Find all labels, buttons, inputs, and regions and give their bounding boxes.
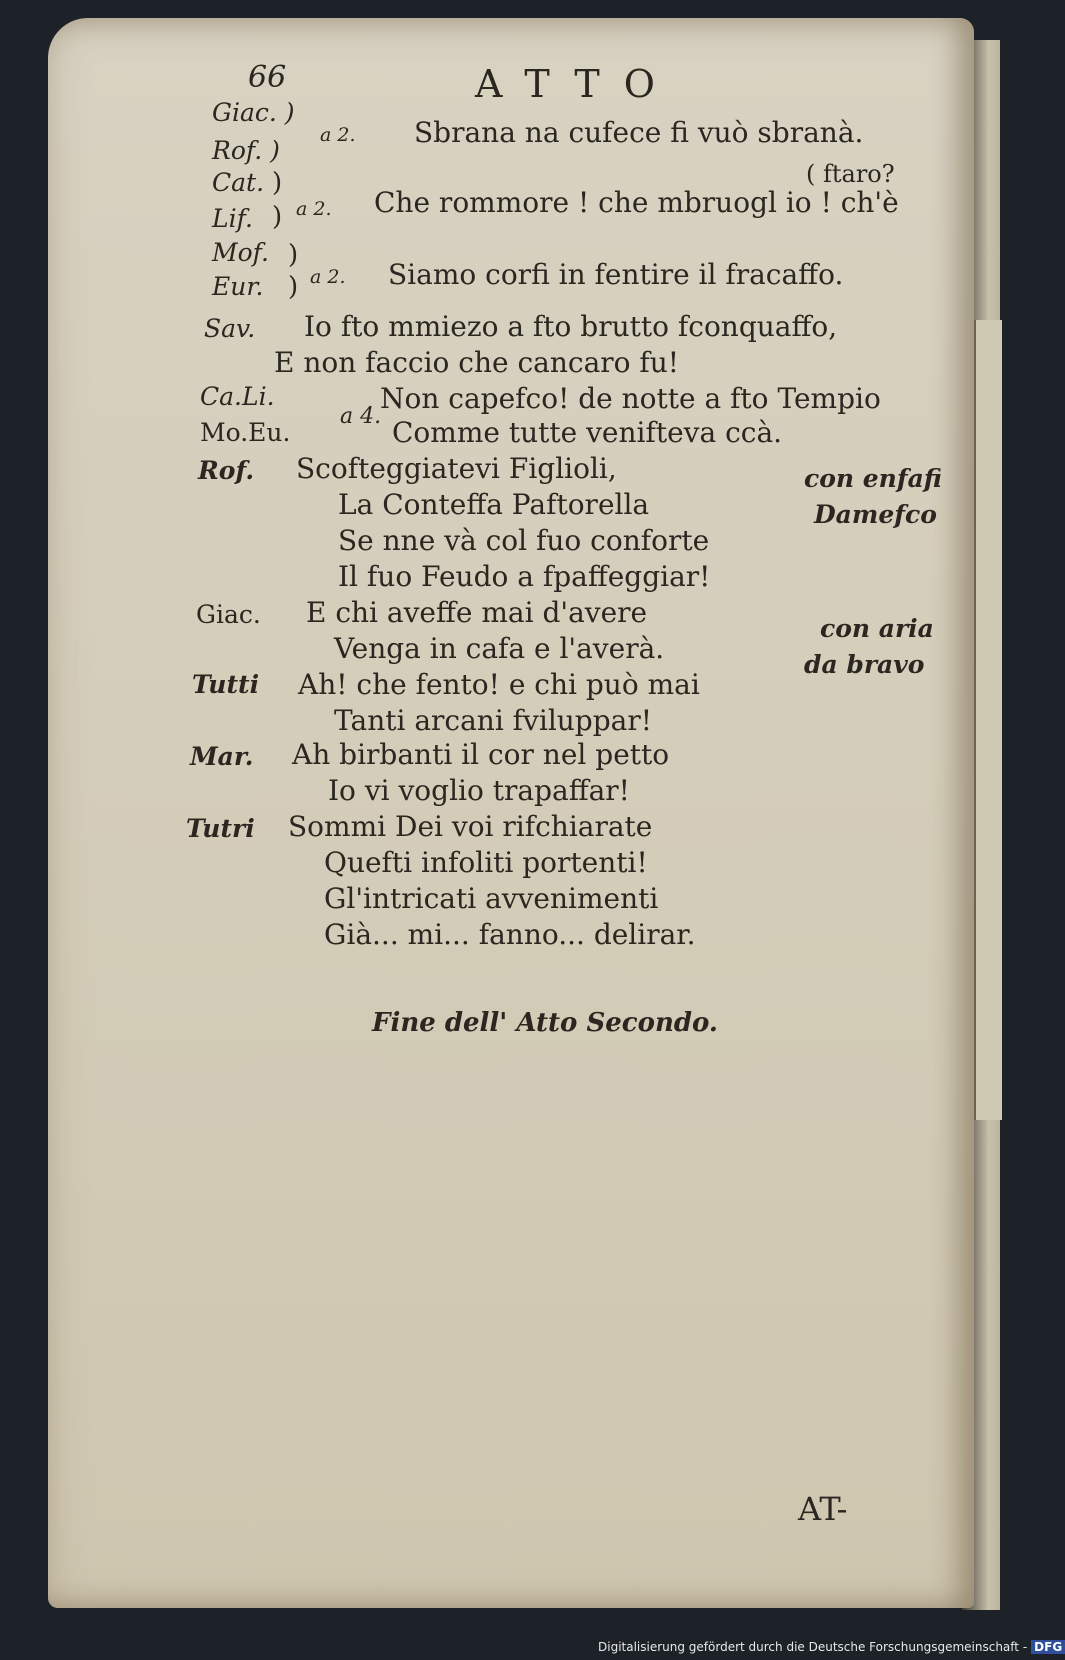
duet-marker: a 2. bbox=[296, 198, 332, 220]
verse-line: Che rommore ! che mbruogl io ! ch'è bbox=[374, 186, 899, 219]
brace: ) bbox=[272, 168, 283, 198]
page-number: 66 bbox=[248, 60, 287, 95]
speaker-ros: Rof. bbox=[198, 456, 255, 485]
speaker-ros: Rof. ) bbox=[212, 136, 280, 165]
speaker-giac: Giac. bbox=[196, 600, 261, 629]
verse-line: La Conteffa Paftorella bbox=[338, 488, 650, 521]
speaker-ca-li: Ca.Li. bbox=[200, 382, 275, 411]
verse-line: Io fto mmiezo a fto brutto fconquaffo, bbox=[304, 310, 838, 343]
speaker-mos: Mof. bbox=[212, 238, 269, 267]
duet-marker: a 2. bbox=[320, 124, 356, 146]
verse-line: Ah birbanti il cor nel petto bbox=[292, 738, 670, 771]
stage-direction: da bravo bbox=[804, 650, 925, 679]
verse-line: Venga in cafa e l'averà. bbox=[334, 632, 665, 665]
verse-continuation: ( ftaro? bbox=[806, 160, 895, 188]
verse-line: Il fuo Feudo a fpaffeggiar! bbox=[338, 560, 711, 593]
speaker-mar: Mar. bbox=[190, 742, 254, 771]
verse-line: Già... mi... fanno... delirar. bbox=[324, 918, 696, 951]
verse-line: Scofteggiatevi Figlioli, bbox=[296, 452, 617, 485]
verse-line: Ah! che fento! e chi può mai bbox=[298, 668, 700, 701]
duet-marker: a 2. bbox=[310, 266, 346, 288]
speaker-cat: Cat. bbox=[212, 168, 265, 197]
speaker-sav: Sav. bbox=[204, 314, 256, 343]
verse-line: Tanti arcani fviluppar! bbox=[334, 704, 652, 737]
verse-line: Io vi voglio trapaffar! bbox=[328, 774, 630, 807]
speaker-mo-eu: Mo.Eu. bbox=[200, 418, 291, 447]
verse-line: Sbrana na cufece fi vuò sbranà. bbox=[414, 116, 864, 149]
stage-direction: con enfafi bbox=[804, 464, 942, 493]
brace: ) bbox=[288, 272, 299, 302]
catchword: AT- bbox=[798, 1490, 848, 1528]
stage-direction: Damefco bbox=[814, 500, 937, 529]
verse-line: Quefti infoliti portenti! bbox=[324, 846, 648, 879]
credit-text: Digitalisierung gefördert durch die Deutsche Forschungsgemeinschaft - bbox=[598, 1640, 1028, 1654]
page-header-title: ATTO bbox=[475, 62, 679, 106]
brace: ) bbox=[272, 202, 283, 232]
speaker-tutti: Tutri bbox=[186, 814, 255, 843]
speaker-lis: Lif. bbox=[212, 204, 253, 233]
speaker-tutti: Tutti bbox=[192, 670, 260, 699]
verse-line: E non faccio che cancaro fu! bbox=[274, 346, 680, 379]
verse-line: Sommi Dei voi rifchiarate bbox=[288, 810, 653, 843]
verse-line: Non capefco! de notte a fto Tempio bbox=[380, 382, 881, 415]
verse-line: Se nne và col fuo conforte bbox=[338, 524, 710, 557]
dfg-logo: DFG bbox=[1031, 1640, 1065, 1654]
speaker-giac: Giac. ) bbox=[212, 98, 295, 127]
facing-page-edge bbox=[974, 320, 1002, 1120]
digitization-credit bbox=[598, 1640, 1065, 1654]
verse-line: E chi aveffe mai d'avere bbox=[306, 596, 648, 629]
act-end-line: Fine dell' Atto Secondo. bbox=[372, 1008, 718, 1038]
quartet-marker: a 4. bbox=[340, 404, 382, 429]
speaker-eur: Eur. bbox=[212, 272, 264, 301]
stage-direction: con aria bbox=[820, 614, 934, 643]
verse-line: Siamo corfi in fentire il fracaffo. bbox=[388, 258, 844, 291]
brace: ) bbox=[288, 240, 299, 270]
verse-line: Comme tutte venifteva ccà. bbox=[392, 416, 783, 449]
verse-line: Gl'intricati avvenimenti bbox=[324, 882, 659, 915]
